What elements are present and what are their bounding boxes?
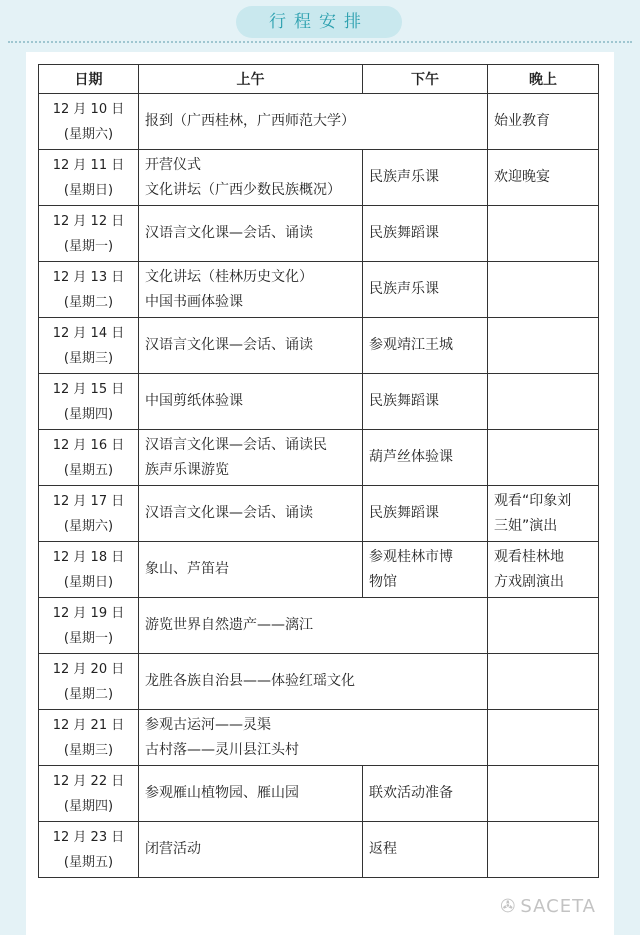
afternoon-cell-text: 民族声乐课	[369, 281, 439, 297]
afternoon-cell	[363, 542, 488, 598]
weekday-text: (星期四)	[63, 798, 114, 814]
evening-cell	[488, 822, 599, 878]
afternoon-cell	[363, 374, 488, 430]
evening-cell	[488, 654, 599, 710]
weekday-text: (星期日)	[63, 182, 114, 198]
afternoon-cell	[363, 318, 488, 374]
table-row	[39, 542, 599, 598]
morning-cell-text: 参观古运河——灵渠	[145, 716, 271, 733]
evening-cell	[488, 710, 599, 766]
date-text: 12 月 17 日	[52, 493, 125, 509]
date-cell	[39, 94, 139, 150]
morning-cell	[139, 430, 363, 486]
date-cell	[39, 542, 139, 598]
afternoon-cell-text: 参观靖江王城	[369, 337, 453, 353]
evening-cell-text: 欢迎晚宴	[494, 169, 550, 185]
weekday-text: (星期日)	[63, 574, 114, 590]
evening-cell-text: 始业教育	[494, 113, 550, 129]
evening-cell	[488, 542, 599, 598]
date-text: 12 月 19 日	[52, 605, 125, 621]
table-header-row	[39, 65, 599, 94]
afternoon-cell-text: 民族声乐课	[369, 169, 439, 185]
evening-cell	[488, 94, 599, 150]
morning-cell-text: 中国书画体验课	[145, 293, 243, 310]
table-row	[39, 262, 599, 318]
afternoon-cell-text: 返程	[369, 841, 397, 857]
morning-cell-text: 象山、芦笛岩	[145, 561, 229, 577]
header-morning: 上午	[139, 65, 363, 94]
morning-cell	[139, 486, 363, 542]
afternoon-cell-text: 联欢活动准备	[369, 785, 453, 801]
date-text: 12 月 16 日	[52, 437, 125, 453]
header-afternoon: 下午	[363, 65, 488, 94]
date-cell	[39, 822, 139, 878]
weekday-text: (星期二)	[63, 686, 114, 702]
weekday-text: (星期六)	[63, 126, 114, 142]
table-row	[39, 94, 599, 150]
morning-cell-text: 汉语言文化课—会话、诵读	[145, 505, 313, 521]
date-text: 12 月 11 日	[52, 157, 125, 173]
morning-cell	[139, 150, 363, 206]
afternoon-cell-text: 参观桂林市博	[369, 548, 453, 565]
header-evening: 晚上	[488, 65, 599, 94]
table-row	[39, 430, 599, 486]
morning-cell-text: 汉语言文化课—会话、诵读	[145, 225, 313, 241]
watermark-text: SACETA	[520, 896, 596, 917]
morning-cell	[139, 654, 488, 710]
evening-cell-text: 观看桂林地	[494, 548, 564, 565]
schedule-sheet	[26, 52, 614, 935]
afternoon-cell	[363, 262, 488, 318]
morning-cell	[139, 766, 363, 822]
date-cell	[39, 262, 139, 318]
morning-cell	[139, 318, 363, 374]
date-text: 12 月 21 日	[52, 717, 125, 733]
morning-cell-text: 文化讲坛（桂林历史文化）	[145, 268, 313, 285]
date-cell	[39, 766, 139, 822]
morning-cell	[139, 822, 363, 878]
afternoon-cell	[363, 430, 488, 486]
evening-cell	[488, 486, 599, 542]
morning-cell	[139, 598, 488, 654]
header-date: 日期	[39, 65, 139, 94]
weekday-text: (星期五)	[63, 854, 114, 870]
morning-cell	[139, 262, 363, 318]
evening-cell	[488, 206, 599, 262]
morning-cell-text: 古村落——灵川县江头村	[145, 741, 299, 758]
morning-cell	[139, 94, 488, 150]
date-text: 12 月 20 日	[52, 661, 125, 677]
evening-cell	[488, 318, 599, 374]
date-text: 12 月 15 日	[52, 381, 125, 397]
morning-cell-text: 参观雁山植物园、雁山园	[145, 785, 299, 801]
afternoon-cell	[363, 766, 488, 822]
afternoon-cell-text: 葫芦丝体验课	[369, 449, 453, 465]
morning-cell-text: 汉语言文化课—会话、诵读	[145, 337, 313, 353]
watermark	[500, 896, 596, 917]
weekday-text: (星期一)	[63, 238, 114, 254]
morning-cell-text: 中国剪纸体验课	[145, 393, 243, 409]
afternoon-cell	[363, 150, 488, 206]
morning-cell-text: 文化讲坛（广西少数民族概况）	[145, 181, 341, 198]
date-cell	[39, 598, 139, 654]
evening-cell	[488, 150, 599, 206]
table-row	[39, 654, 599, 710]
table-row	[39, 318, 599, 374]
weekday-text: (星期四)	[63, 406, 114, 422]
evening-cell-text: 三姐”演出	[494, 517, 558, 534]
table-row	[39, 710, 599, 766]
morning-cell	[139, 374, 363, 430]
afternoon-cell	[363, 822, 488, 878]
evening-cell	[488, 766, 599, 822]
table-row	[39, 150, 599, 206]
table-row	[39, 206, 599, 262]
morning-cell-text: 族声乐课游览	[145, 461, 229, 478]
afternoon-cell-text: 物馆	[369, 573, 397, 590]
date-cell	[39, 318, 139, 374]
dotted-divider	[8, 41, 632, 43]
morning-cell	[139, 542, 363, 598]
date-text: 12 月 10 日	[52, 101, 125, 117]
date-text: 12 月 22 日	[52, 773, 125, 789]
date-text: 12 月 18 日	[52, 549, 125, 565]
evening-cell	[488, 430, 599, 486]
date-cell	[39, 654, 139, 710]
page-title: 行程安排	[236, 6, 402, 38]
evening-cell	[488, 374, 599, 430]
date-cell	[39, 150, 139, 206]
morning-cell	[139, 710, 488, 766]
afternoon-cell-text: 民族舞蹈课	[369, 393, 439, 409]
morning-cell-text: 闭营活动	[145, 841, 201, 857]
afternoon-cell	[363, 206, 488, 262]
evening-cell	[488, 598, 599, 654]
morning-cell-text: 汉语言文化课—会话、诵读民	[145, 436, 327, 453]
schedule-table	[38, 64, 599, 878]
date-cell	[39, 486, 139, 542]
date-text: 12 月 13 日	[52, 269, 125, 285]
morning-cell-text: 报到（广西桂林，广西师范大学）	[145, 113, 355, 129]
weekday-text: (星期六)	[63, 518, 114, 534]
weekday-text: (星期三)	[63, 350, 114, 366]
weekday-text: (星期一)	[63, 630, 114, 646]
table-row	[39, 598, 599, 654]
date-cell	[39, 710, 139, 766]
weekday-text: (星期三)	[63, 742, 114, 758]
evening-cell	[488, 262, 599, 318]
evening-cell-text: 观看“印象刘	[494, 492, 572, 509]
date-cell	[39, 430, 139, 486]
title-bar	[0, 6, 640, 38]
weekday-text: (星期二)	[63, 294, 114, 310]
wechat-icon: ✇	[500, 896, 517, 917]
date-text: 12 月 23 日	[52, 829, 125, 845]
morning-cell	[139, 206, 363, 262]
schedule-body	[39, 94, 599, 878]
morning-cell-text: 龙胜各族自治县——体验红瑶文化	[145, 673, 355, 689]
table-row	[39, 374, 599, 430]
evening-cell-text: 方戏剧演出	[494, 573, 564, 590]
date-cell	[39, 374, 139, 430]
table-row	[39, 822, 599, 878]
afternoon-cell-text: 民族舞蹈课	[369, 505, 439, 521]
date-cell	[39, 206, 139, 262]
weekday-text: (星期五)	[63, 462, 114, 478]
afternoon-cell-text: 民族舞蹈课	[369, 225, 439, 241]
date-text: 12 月 12 日	[52, 213, 125, 229]
table-row	[39, 766, 599, 822]
date-text: 12 月 14 日	[52, 325, 125, 341]
morning-cell-text: 开营仪式	[145, 156, 201, 173]
afternoon-cell	[363, 486, 488, 542]
table-row	[39, 486, 599, 542]
morning-cell-text: 游览世界自然遗产——漓江	[145, 617, 313, 633]
